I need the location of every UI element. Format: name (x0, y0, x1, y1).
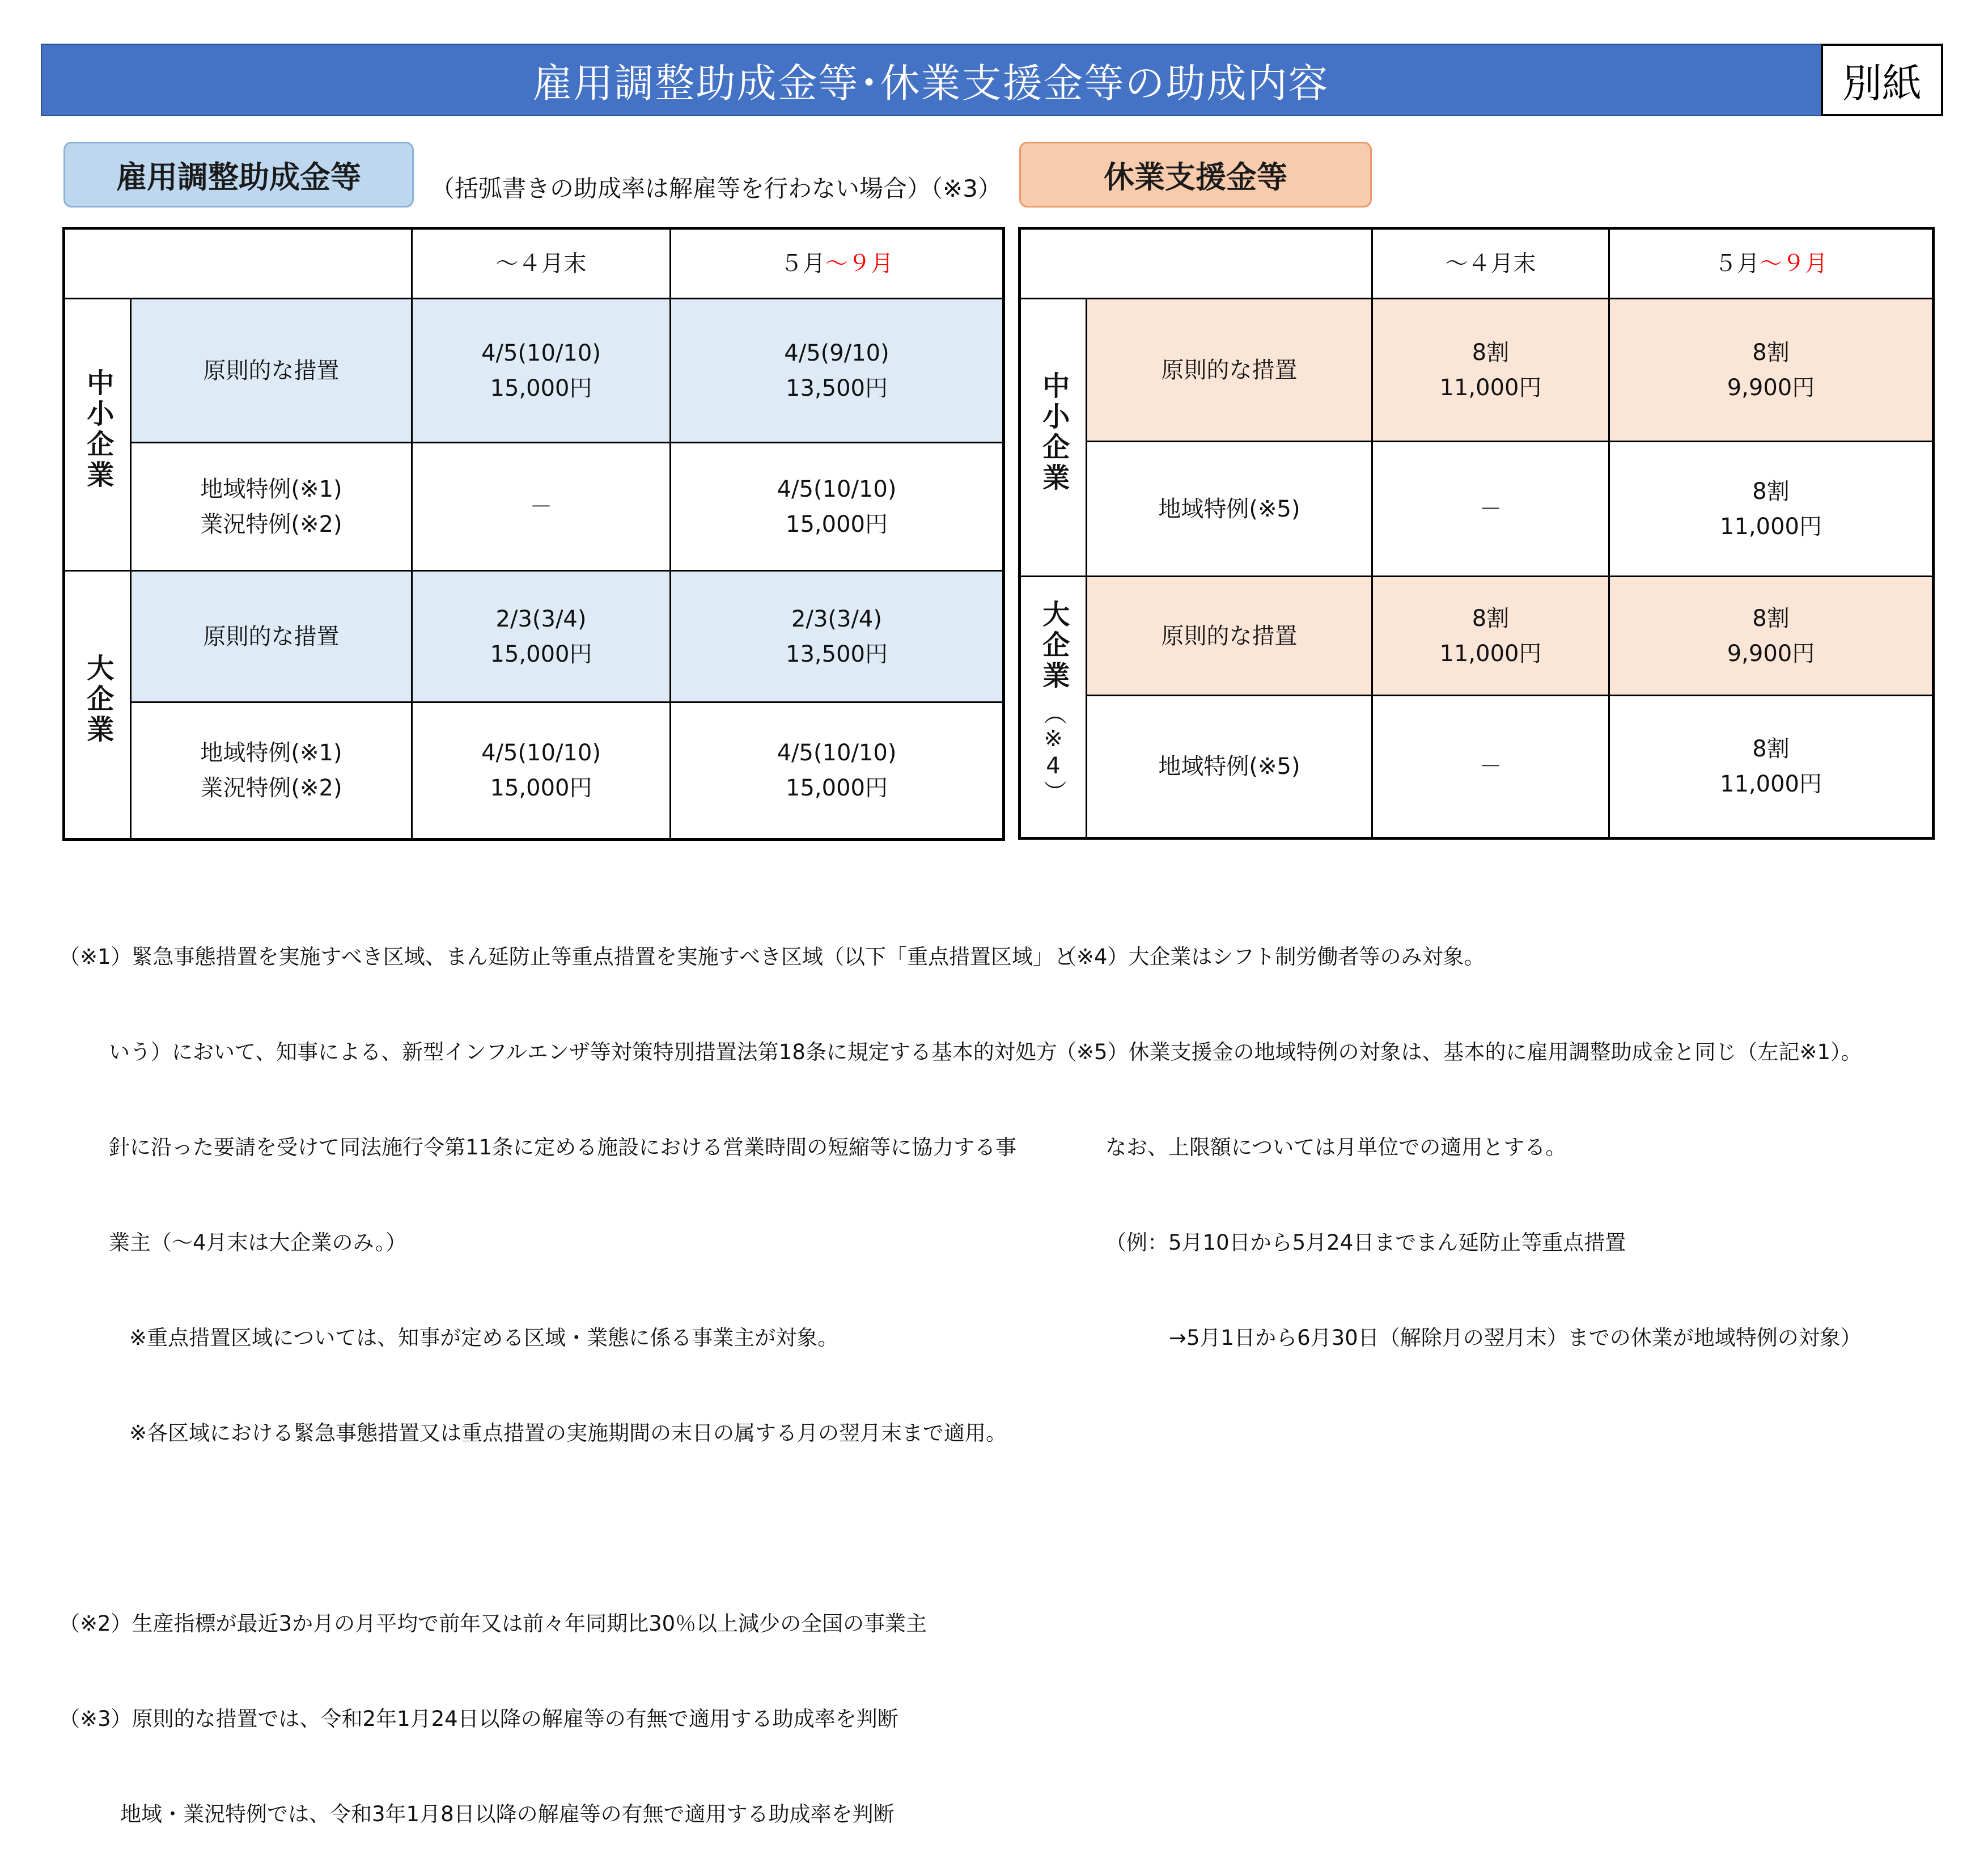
table-cell: － (1372, 696, 1609, 839)
footnotes-right (1056, 878, 1974, 1386)
footnote-5-line: （※5）休業支援金の地域特例の対象は、基本的に雇用調整助成金と同じ（左記※1）。 (1056, 1040, 1862, 1064)
footnote-1-subnote: ※各区域における緊急事態措置又は重点措置の実施期間の末日の属する月の翌月末まで適用。 (129, 1421, 1007, 1445)
footnote-1-line: 業主（～4月末は大企業のみ。） (109, 1230, 407, 1255)
section-note: （括弧書きの助成率は解雇等を行わない場合）（※3） (431, 175, 1002, 202)
footnote-5-example: （例：5月10日から5月24日までまん延防止等重点措置 (1105, 1230, 1626, 1255)
table-row (1020, 299, 1934, 442)
header-september-label: ～９月 (825, 251, 893, 277)
header-blank-cell (1020, 228, 1372, 299)
header-may-september (1609, 228, 1934, 299)
footnote-4: （※4）大企業はシフト制労働者等のみ対象。 (1056, 945, 1485, 969)
table-cell: 4/5(10/10) 15,000円 (671, 703, 1004, 840)
footnote-5-example: →5月1日から6月30日（解除月の翌月末）までの休業が地域特例の対象） (1169, 1326, 1862, 1350)
table-cell: 2/3(3/4) 13,500円 (671, 571, 1004, 703)
footnote-3-line: 地域・業況特例では、令和3年1月8日以降の解雇等の有無で適用する助成率を判断 (120, 1802, 895, 1826)
section-label-employment-adjustment: 雇用調整助成金等 (63, 142, 414, 208)
header-may-september (671, 228, 1004, 299)
table-cell: 8割 9,900円 (1609, 299, 1934, 442)
footnote-5-line: なお、上限額については月単位での適用とする。 (1105, 1135, 1567, 1159)
table-cell: 4/5(10/10) 15,000円 (412, 299, 671, 443)
row-label: 地域特例(※5) (1087, 442, 1372, 577)
table-row (64, 703, 1004, 840)
table-cell: 8割 11,000円 (1372, 299, 1609, 442)
table-row (64, 443, 1004, 571)
footnotes-left (59, 878, 1075, 1862)
group-label-large: 大企業 （※4） (1020, 577, 1087, 839)
row-label: 地域特例(※5) (1087, 696, 1372, 839)
footnote-1-line: いう）において、知事による、新型インフルエンザ等対策特別措置法第18条に規定する基本的対処方 (109, 1040, 1057, 1064)
employment-adjustment-table (62, 227, 1005, 841)
table-cell: 8割 11,000円 (1609, 696, 1934, 839)
table-cell: 4/5(10/10) 15,000円 (412, 703, 671, 840)
section-label-leave-support: 休業支援金等 (1019, 142, 1372, 208)
table-row (1020, 696, 1934, 839)
footnote-1-subnote: ※重点措置区域については、知事が定める区域・業態に係る事業主が対象。 (129, 1326, 839, 1350)
table-row (1020, 577, 1934, 696)
footnote-2: （※2）生産指標が最近3か月の月平均で前年又は前々年同期比30％以上減少の全国の事業主 (59, 1611, 927, 1636)
row-label: 原則的な措置 (1087, 299, 1372, 442)
table-row (64, 299, 1004, 443)
header-until-april: ～４月末 (412, 228, 671, 299)
row-label: 原則的な措置 (131, 299, 412, 443)
row-label: 地域特例(※1) 業況特例(※2) (131, 703, 412, 840)
attachment-label: 別紙 (1821, 44, 1943, 116)
group-label-large: 大企業 (64, 571, 131, 840)
table-cell: 8割 11,000円 (1372, 577, 1609, 696)
table-header-row (1020, 228, 1934, 299)
table-header-row (64, 228, 1004, 299)
table-cell: 2/3(3/4) 15,000円 (412, 571, 671, 703)
table-row (1020, 442, 1934, 577)
header-blank-cell (64, 228, 412, 299)
footnote-3-line: （※3）原則的な措置では、令和2年1月24日以降の解雇等の有無で適用する助成率を判断 (59, 1707, 898, 1731)
header-september-label: ～９月 (1760, 251, 1828, 277)
table-cell: 8割 9,900円 (1609, 577, 1934, 696)
table-cell: － (412, 443, 671, 571)
page-title: 雇用調整助成金等･休業支援金等の助成内容 (532, 60, 1329, 107)
header-may-label: ５月 (780, 251, 825, 277)
header-until-april: ～４月末 (1372, 228, 1609, 299)
footnote-1-line: （※1）緊急事態措置を実施すべき区域、まん延防止等重点措置を実施すべき区域（以下「重点措置区域」と (59, 945, 1075, 969)
group-label-sme: 中小企業 (1020, 299, 1087, 577)
table-cell: 8割 11,000円 (1609, 442, 1934, 577)
row-label: 地域特例(※1) 業況特例(※2) (131, 443, 412, 571)
table-cell: 4/5(9/10) 13,500円 (671, 299, 1004, 443)
header-may-label: ５月 (1714, 251, 1760, 277)
table-cell: 4/5(10/10) 15,000円 (671, 443, 1004, 571)
footnote-1-line: 針に沿った要請を受けて同法施行令第11条に定める施設における営業時間の短縮等に協力する事 (109, 1135, 1017, 1159)
leave-support-table (1018, 227, 1935, 840)
row-label: 原則的な措置 (1087, 577, 1372, 696)
row-label: 原則的な措置 (131, 571, 412, 703)
table-row (64, 571, 1004, 703)
group-label-sme: 中小企業 (64, 299, 131, 571)
table-cell: － (1372, 442, 1609, 577)
